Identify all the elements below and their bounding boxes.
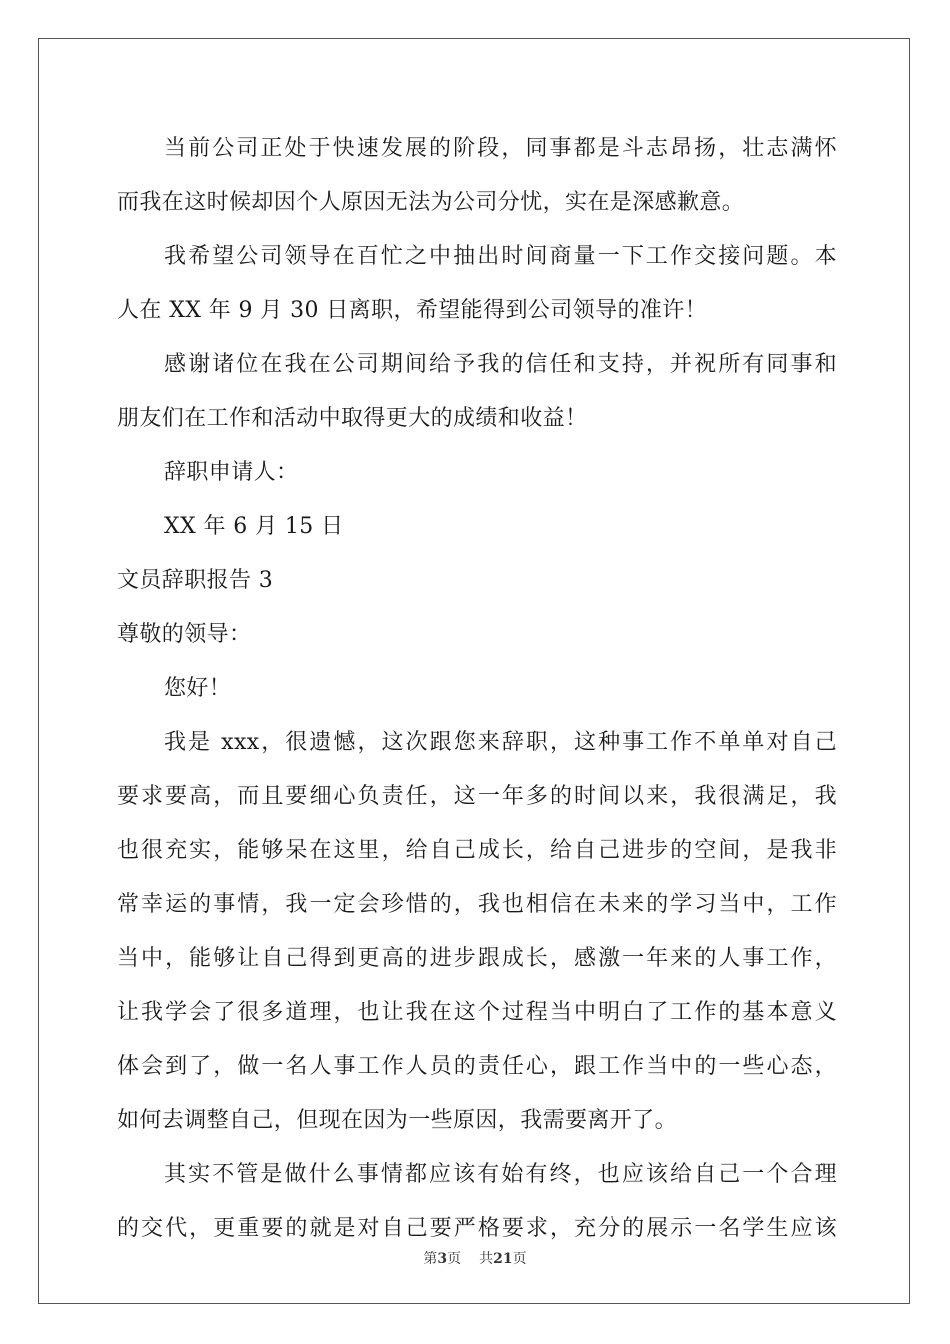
page-footer [0,1248,950,1268]
text-line: 我希望公司领导在百忙之中抽出时间商量一下工作交接问题。本 [164,244,837,269]
text-line: 其实不管是做什么事情都应该有始有终，也应该给自己一个合理 [164,1162,837,1187]
text-line: 要求要高，而且要细心负责任，这一年多的时间以来，我很满足，我 [117,784,837,809]
text-line: 常幸运的事情，我一定会珍惜的，我也相信在未来的学习当中，工作 [117,892,837,917]
document-body [117,126,837,1260]
text-line: 也很充实，能够呆在这里，给自己成长，给自己进步的空间，是我非 [117,838,837,863]
text-line: 您好！ [164,676,232,701]
total-pages: 21 [493,1251,513,1267]
page-label-suffix: 页 [447,1251,462,1267]
text-line: 体会到了，做一名人事工作人员的责任心，跟工作当中的一些心态， [117,1054,837,1079]
total-label-suffix: 页 [512,1251,527,1267]
text-line: 让我学会了很多道理，也让我在这个过程当中明白了工作的基本意义 [117,1000,837,1025]
text-line: XX 年 6 月 15 日 [164,514,344,539]
text-line: 尊敬的领导： [117,622,252,647]
text-line: 人在 XX 年 9 月 30 日离职，希望能得到公司领导的准许！ [117,298,708,323]
text-line: 当前公司正处于快速发展的阶段，同事都是斗志昂扬，壮志满怀 [164,136,837,161]
text-line: 而我在这时候却因个人原因无法为公司分忧，实在是深感歉意。 [117,190,745,215]
text-line: 当中，能够让自己得到更高的进步跟成长，感激一年来的人事工作， [117,946,837,971]
text-line: 朋友们在工作和活动中取得更大的成绩和收益！ [117,406,588,431]
page-label-prefix: 第 [423,1251,438,1267]
page-number: 3 [437,1251,448,1267]
text-line: 如何去调整自己，但现在因为一些原因，我需要离开了。 [117,1108,678,1133]
text-line: 我是 xxx，很遗憾，这次跟您来辞职，这种事工作不单单对自己 [164,730,837,755]
text-line: 辞职申请人： [164,460,299,485]
text-line: 的交代，更重要的就是对自己要严格要求，充分的展示一名学生应该 [117,1216,837,1241]
total-label-prefix: 共 [479,1251,494,1267]
text-line: 感谢诸位在我在公司期间给予我的信任和支持，并祝所有同事和 [164,352,837,377]
text-line: 文员辞职报告 3 [117,568,274,593]
